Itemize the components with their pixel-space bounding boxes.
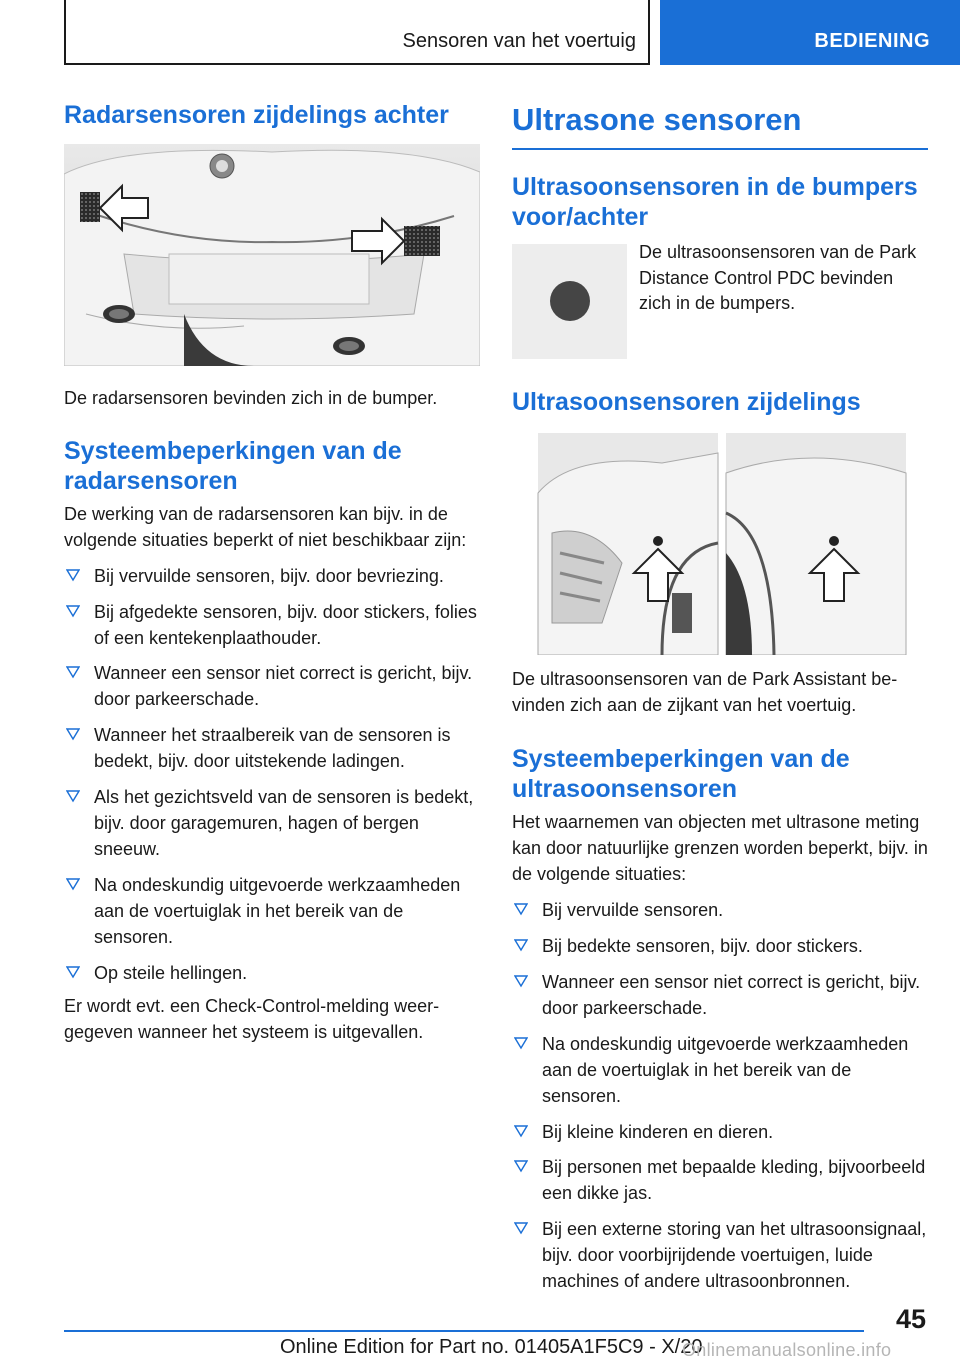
radar-limits-list xyxy=(64,564,480,987)
list-item: Bij afgedekte sensoren, bijv. door stickers, folies of een kentekenplaathouder. xyxy=(64,600,480,652)
sensor-icon xyxy=(550,281,590,321)
heading-bumper-sensors: Ultrasoonsensoren in de bumpers voor/achter xyxy=(512,172,918,231)
triangle-bullet-icon xyxy=(514,974,528,988)
footer-rule xyxy=(64,1330,864,1332)
side-sensors-figure xyxy=(512,433,928,655)
triangle-bullet-icon xyxy=(514,902,528,916)
list-item: Wanneer het straalbereik van de sensoren is bedekt, bijv. door uitstekende ladingen. xyxy=(64,723,480,775)
heading-side-sensors: Ultrasoonsensoren zijdelings xyxy=(512,387,861,416)
triangle-bullet-icon xyxy=(66,568,80,582)
list-item: Na ondeskundig uitgevoerde werkzaamheden aan de voertuiglak in het bereik van de sensoren. xyxy=(64,873,480,951)
list-item: Bij bedekte sensoren, bijv. door stickers. xyxy=(512,934,928,960)
triangle-bullet-icon xyxy=(514,1036,528,1050)
rear-bumper-figure xyxy=(64,144,480,366)
triangle-bullet-icon xyxy=(66,789,80,803)
radar-caption: De radarsensoren bevinden zich in de bumper. xyxy=(64,388,438,408)
triangle-bullet-icon xyxy=(66,965,80,979)
list-item: Wanneer een sensor niet correct is gericht, bijv. door parkeerschade. xyxy=(512,970,928,1022)
header-rule-bottom xyxy=(64,63,650,65)
chapter-title: Sensoren van het voertuig xyxy=(402,30,636,52)
heading-ultrasonic-limits: Systeembeperkingen van de ultrasoonsensoren xyxy=(512,745,850,804)
triangle-bullet-icon xyxy=(66,727,80,741)
heading-radar-sensors: Radarsensoren zijdelings achter xyxy=(64,101,449,129)
list-item: Op steile hellingen. xyxy=(64,961,480,987)
bumper-sensor-text: De ultrasoonsensoren van de Park Distance Control PDC bevinden zich in de bumpers. xyxy=(639,241,917,314)
ultrasonic-limits-list xyxy=(512,898,928,1295)
side-sensor-caption: De ultrasoonsensoren van de Park Assistant bevinden zich aan de zijkant van het voertuig. xyxy=(512,668,898,715)
list-item: Bij personen met bepaalde kleding, bijvoorbeeld een dikke jas. xyxy=(512,1155,928,1207)
list-item: Als het gezichtsveld van de sensoren is bedekt, bijv. door garagemuren, hagen of bergen sneeuw. xyxy=(64,785,480,863)
list-item: Wanneer een sensor niet correct is gericht, bijv. door parkeerschade. xyxy=(64,661,480,713)
triangle-bullet-icon xyxy=(66,665,80,679)
ultrasonic-limits-intro: Het waarnemen van objecten met ultrasone meting kan door natuurlijke grenzen worden beperkt, bijv. in de volgende situaties: xyxy=(512,812,928,885)
list-item: Bij vervuilde sensoren, bijv. door bevriezing. xyxy=(64,564,480,590)
radar-outro: Er wordt evt. een Check-Control-melding weergegeven wanneer het systeem is uitgevallen. xyxy=(64,996,440,1043)
section-tab[interactable]: BEDIENING xyxy=(660,0,960,65)
triangle-bullet-icon xyxy=(66,604,80,618)
footer-edition: Online Edition for Part no. 01405A1F5C9 - X/20 xyxy=(280,1336,703,1358)
bumper-sensor-block xyxy=(512,241,928,359)
list-item: Bij een externe storing van het ultrasoonsignaal, bijv. door voorbijrijdende voertuigen, luide machines of andere ultrasoonbronnen. xyxy=(512,1217,928,1295)
header-rule-mid xyxy=(648,0,650,64)
list-item: Bij vervuilde sensoren. xyxy=(512,898,928,924)
list-item: Bij kleine kinderen en dieren. xyxy=(512,1120,928,1146)
left-column xyxy=(64,100,480,1046)
right-column xyxy=(512,102,928,1295)
triangle-bullet-icon xyxy=(66,877,80,891)
sensor-figure xyxy=(512,244,627,359)
section-title: Ultrasone sensoren xyxy=(512,102,928,150)
triangle-bullet-icon xyxy=(514,1124,528,1138)
triangle-bullet-icon xyxy=(514,1221,528,1235)
header-rule-left xyxy=(64,0,66,64)
footer-watermark: Onlinemanualsonline.info xyxy=(682,1340,892,1360)
heading-radar-limits: Systeembeperkingen van de radarsensoren xyxy=(64,436,402,495)
page-number: 45 xyxy=(895,1304,926,1334)
radar-limits-intro: De werking van de radarsensoren kan bijv. in de volgende situaties beperkt of niet beschikbaar zijn: xyxy=(64,503,467,550)
triangle-bullet-icon xyxy=(514,1159,528,1173)
triangle-bullet-icon xyxy=(514,938,528,952)
list-item: Na ondeskundig uitgevoerde werkzaamheden aan de voertuiglak in het bereik van de sensoren. xyxy=(512,1032,928,1110)
